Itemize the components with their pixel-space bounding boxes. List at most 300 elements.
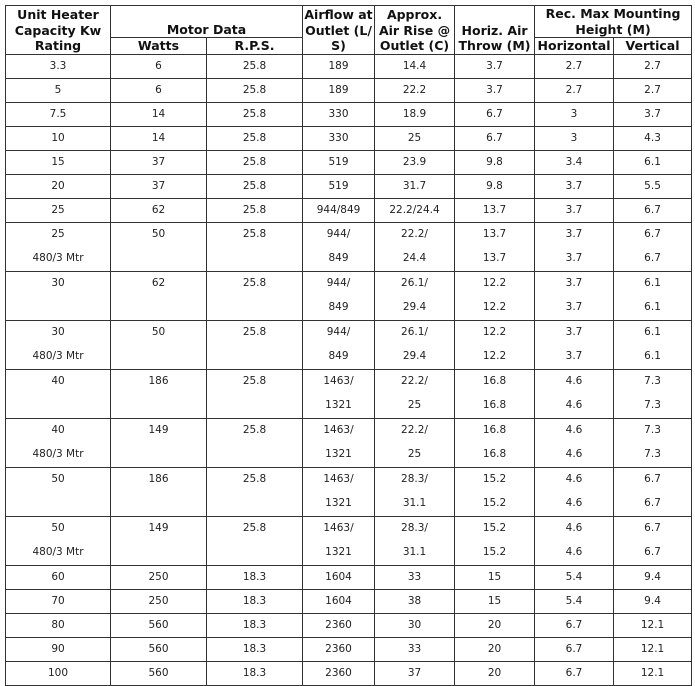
cell-watts: [111, 661, 207, 685]
table-row: [6, 271, 692, 320]
table-row: [6, 637, 692, 661]
cell-line: 4.6: [565, 398, 583, 411]
cell-line: 18.3: [242, 642, 267, 655]
cell-vertical: [614, 369, 692, 418]
cell-line: 12.2: [482, 276, 507, 289]
cell-line: 186: [148, 472, 169, 485]
cell-line: 7.3: [644, 398, 661, 411]
cell-line: 13.7: [482, 251, 507, 264]
cell-line: 25.8: [242, 203, 267, 216]
cell-watts: [111, 222, 207, 271]
cell-line: 6.7: [644, 472, 661, 485]
table-row: [6, 222, 692, 271]
header-motor-data: Motor Data: [111, 6, 303, 38]
cell-airflow: [303, 222, 375, 271]
cell-air-rise: [375, 198, 455, 222]
cell-watts: [111, 565, 207, 589]
cell-line: 18.3: [242, 594, 267, 607]
cell-watts: [111, 637, 207, 661]
cell-horizontal: [535, 613, 614, 637]
cell-capacity: [6, 271, 111, 320]
table-row: [6, 126, 692, 150]
cell-line: 15: [487, 570, 502, 583]
cell-line: 849: [328, 251, 349, 264]
cell-line: 6.7: [644, 227, 661, 240]
cell-vertical: [614, 613, 692, 637]
cell-line: 25.8: [242, 374, 267, 387]
cell-line: 14: [151, 107, 166, 120]
cell-line: 6: [155, 83, 162, 96]
cell-throw: [455, 467, 535, 516]
table-row: [6, 661, 692, 685]
cell-line: 60: [51, 570, 65, 583]
cell-line: 40: [51, 423, 65, 436]
cell-capacity: [6, 198, 111, 222]
cell-airflow: [303, 516, 375, 565]
cell-line: 25.8: [242, 423, 267, 436]
cell-horizontal: [535, 565, 614, 589]
cell-line: 37: [407, 666, 422, 679]
cell-line: 944/: [326, 227, 351, 240]
cell-line: 1463/: [323, 472, 354, 485]
cell-horizontal: [535, 174, 614, 198]
cell-airflow: [303, 661, 375, 685]
cell-airflow: [303, 418, 375, 467]
cell-line: 250: [148, 594, 169, 607]
cell-capacity: [6, 661, 111, 685]
cell-rps: [207, 637, 303, 661]
cell-airflow: [303, 78, 375, 102]
cell-throw: [455, 54, 535, 78]
cell-air-rise: [375, 150, 455, 174]
cell-line: 560: [148, 666, 169, 679]
cell-line: 2.7: [565, 59, 583, 72]
cell-line: 33: [407, 642, 422, 655]
cell-line: 14: [151, 131, 166, 144]
table-row: [6, 613, 692, 637]
cell-vertical: [614, 467, 692, 516]
cell-line: 6.1: [644, 325, 661, 338]
cell-watts: [111, 271, 207, 320]
cell-line: 7.5: [49, 107, 67, 120]
cell-airflow: [303, 613, 375, 637]
cell-line: 1321: [325, 545, 352, 558]
cell-vertical: [614, 516, 692, 565]
cell-line: 31.1: [402, 496, 427, 509]
cell-airflow: [303, 369, 375, 418]
cell-line: 29.4: [402, 300, 427, 313]
cell-line: 3.3: [49, 59, 67, 72]
cell-line: 480/3 Mtr: [32, 447, 84, 460]
cell-air-rise: [375, 516, 455, 565]
cell-rps: [207, 54, 303, 78]
cell-horizontal: [535, 222, 614, 271]
cell-air-rise: [375, 271, 455, 320]
cell-capacity: [6, 565, 111, 589]
cell-line: 31.1: [402, 545, 427, 558]
cell-line: 2.7: [644, 83, 661, 96]
cell-line: 30: [51, 276, 65, 289]
cell-air-rise: [375, 78, 455, 102]
cell-vertical: [614, 637, 692, 661]
cell-throw: [455, 565, 535, 589]
cell-horizontal: [535, 150, 614, 174]
cell-line: 25.8: [242, 472, 267, 485]
cell-line: 944/: [326, 276, 351, 289]
cell-line: 25: [407, 131, 422, 144]
cell-vertical: [614, 102, 692, 126]
cell-line: 5.5: [644, 179, 661, 192]
cell-line: 6.1: [644, 300, 661, 313]
cell-line: 944/849: [316, 203, 361, 216]
cell-line: 25.8: [242, 325, 267, 338]
cell-line: 330: [328, 131, 349, 144]
cell-line: 3: [570, 131, 578, 144]
cell-line: 3.7: [486, 59, 503, 72]
cell-line: 90: [51, 642, 65, 655]
cell-line: 25.8: [242, 83, 267, 96]
cell-capacity: [6, 102, 111, 126]
cell-line: 15: [51, 155, 65, 168]
cell-line: 9.4: [644, 594, 661, 607]
header-rps: R.P.S.: [207, 38, 303, 55]
table-row: [6, 418, 692, 467]
cell-vertical: [614, 589, 692, 613]
cell-line: 22.2/24.4: [389, 203, 440, 216]
cell-line: 149: [148, 423, 169, 436]
cell-line: 7.3: [644, 423, 661, 436]
cell-horizontal: [535, 418, 614, 467]
cell-line: 33: [407, 570, 422, 583]
cell-line: 30: [407, 618, 422, 631]
unit-heater-spec-table: [5, 5, 692, 686]
cell-line: 25.8: [242, 227, 267, 240]
cell-line: 22.2/: [401, 374, 428, 387]
cell-throw: [455, 126, 535, 150]
cell-throw: [455, 661, 535, 685]
cell-line: 1321: [325, 496, 352, 509]
cell-rps: [207, 467, 303, 516]
cell-watts: [111, 78, 207, 102]
cell-watts: [111, 320, 207, 369]
cell-throw: [455, 222, 535, 271]
cell-throw: [455, 589, 535, 613]
cell-watts: [111, 102, 207, 126]
cell-line: 29.4: [402, 349, 427, 362]
cell-line: 25.8: [242, 521, 267, 534]
cell-line: 37: [151, 155, 166, 168]
cell-line: 6.7: [565, 666, 583, 679]
cell-line: 560: [148, 642, 169, 655]
cell-line: 189: [328, 59, 349, 72]
cell-line: 100: [47, 666, 69, 679]
table-row: [6, 320, 692, 369]
cell-horizontal: [535, 661, 614, 685]
cell-watts: [111, 198, 207, 222]
cell-line: 24.4: [402, 251, 427, 264]
cell-line: 4.6: [565, 447, 583, 460]
table-row: [6, 102, 692, 126]
cell-watts: [111, 54, 207, 78]
cell-line: 14.4: [402, 59, 427, 72]
cell-line: 13.7: [482, 227, 507, 240]
cell-line: 1463/: [323, 374, 354, 387]
cell-line: 12.2: [482, 325, 507, 338]
cell-line: 6.7: [644, 496, 661, 509]
cell-line: 6.7: [565, 618, 583, 631]
header-horizontal: Horizontal: [535, 38, 614, 55]
cell-line: 18.3: [242, 618, 267, 631]
cell-line: 5.4: [565, 594, 583, 607]
cell-watts: [111, 418, 207, 467]
cell-horizontal: [535, 126, 614, 150]
cell-capacity: [6, 222, 111, 271]
cell-line: 3.7: [565, 251, 583, 264]
header-vertical: Vertical: [614, 38, 692, 55]
cell-line: 6.7: [644, 521, 661, 534]
cell-rps: [207, 126, 303, 150]
cell-capacity: [6, 418, 111, 467]
cell-horizontal: [535, 271, 614, 320]
cell-rps: [207, 589, 303, 613]
cell-line: 25: [407, 398, 422, 411]
cell-line: 4.6: [565, 423, 583, 436]
cell-line: 1321: [325, 398, 352, 411]
header-airflow: Airflow at Outlet (L/ S): [304, 7, 373, 53]
cell-line: 15.2: [482, 521, 507, 534]
cell-airflow: [303, 637, 375, 661]
cell-rps: [207, 78, 303, 102]
table-row: [6, 150, 692, 174]
cell-line: 6: [155, 59, 162, 72]
cell-rps: [207, 565, 303, 589]
cell-line: 62: [151, 276, 166, 289]
cell-line: 3.7: [644, 107, 661, 120]
cell-line: 16.8: [482, 398, 507, 411]
cell-line: 22.2/: [401, 423, 428, 436]
cell-line: 5.4: [565, 570, 583, 583]
cell-line: 18.3: [242, 666, 267, 679]
cell-line: 6.7: [486, 131, 503, 144]
cell-throw: [455, 369, 535, 418]
cell-line: 519: [328, 155, 349, 168]
cell-line: 28.3/: [401, 521, 428, 534]
cell-capacity: [6, 516, 111, 565]
cell-line: 4.6: [565, 374, 583, 387]
cell-throw: [455, 516, 535, 565]
cell-capacity: [6, 54, 111, 78]
cell-watts: [111, 613, 207, 637]
cell-line: 15.2: [482, 472, 507, 485]
cell-line: 3.7: [565, 203, 583, 216]
cell-line: 189: [328, 83, 349, 96]
cell-rps: [207, 198, 303, 222]
cell-line: 12.2: [482, 349, 507, 362]
cell-capacity: [6, 174, 111, 198]
cell-throw: [455, 150, 535, 174]
cell-line: 28.3/: [401, 472, 428, 485]
cell-throw: [455, 637, 535, 661]
cell-line: 80: [51, 618, 65, 631]
cell-vertical: [614, 198, 692, 222]
cell-airflow: [303, 54, 375, 78]
cell-airflow: [303, 589, 375, 613]
cell-throw: [455, 174, 535, 198]
cell-line: 37: [151, 179, 166, 192]
cell-line: 186: [148, 374, 169, 387]
cell-line: 5: [54, 83, 62, 96]
cell-vertical: [614, 271, 692, 320]
table-row: [6, 516, 692, 565]
cell-air-rise: [375, 613, 455, 637]
cell-line: 149: [148, 521, 169, 534]
cell-line: 15.2: [482, 496, 507, 509]
cell-horizontal: [535, 637, 614, 661]
cell-airflow: [303, 174, 375, 198]
cell-line: 1604: [325, 570, 352, 583]
cell-air-rise: [375, 418, 455, 467]
cell-vertical: [614, 320, 692, 369]
cell-line: 15: [487, 594, 502, 607]
cell-line: 22.2: [402, 83, 427, 96]
cell-capacity: [6, 637, 111, 661]
cell-line: 3.7: [486, 83, 503, 96]
cell-air-rise: [375, 565, 455, 589]
cell-airflow: [303, 150, 375, 174]
cell-line: 4.6: [565, 496, 583, 509]
table-row: [6, 78, 692, 102]
cell-line: 22.2/: [401, 227, 428, 240]
cell-line: 3.7: [565, 179, 583, 192]
table-row: [6, 589, 692, 613]
cell-line: 20: [487, 666, 502, 679]
cell-vertical: [614, 126, 692, 150]
table-row: [6, 369, 692, 418]
cell-air-rise: [375, 126, 455, 150]
cell-line: 6.7: [644, 545, 661, 558]
cell-vertical: [614, 565, 692, 589]
cell-line: 20: [487, 618, 502, 631]
cell-line: 6.1: [644, 349, 661, 362]
table-row: [6, 565, 692, 589]
cell-line: 30: [51, 325, 65, 338]
cell-line: 16.8: [482, 447, 507, 460]
cell-line: 1604: [325, 594, 352, 607]
cell-line: 3.7: [565, 325, 583, 338]
cell-rps: [207, 320, 303, 369]
cell-rps: [207, 102, 303, 126]
cell-line: 12.1: [640, 666, 665, 679]
cell-line: 7.3: [644, 374, 661, 387]
cell-line: 3.7: [565, 349, 583, 362]
cell-line: 16.8: [482, 374, 507, 387]
cell-vertical: [614, 150, 692, 174]
cell-line: 70: [51, 594, 65, 607]
cell-rps: [207, 222, 303, 271]
cell-capacity: [6, 78, 111, 102]
cell-vertical: [614, 174, 692, 198]
cell-horizontal: [535, 102, 614, 126]
cell-line: 2360: [325, 618, 352, 631]
cell-line: 23.9: [402, 155, 427, 168]
cell-line: 25: [407, 447, 422, 460]
cell-capacity: [6, 613, 111, 637]
cell-horizontal: [535, 198, 614, 222]
cell-throw: [455, 613, 535, 637]
cell-air-rise: [375, 54, 455, 78]
cell-watts: [111, 467, 207, 516]
cell-airflow: [303, 467, 375, 516]
cell-line: 20: [487, 642, 502, 655]
cell-line: 3.7: [565, 300, 583, 313]
cell-throw: [455, 320, 535, 369]
cell-rps: [207, 150, 303, 174]
table-row: [6, 467, 692, 516]
cell-rps: [207, 271, 303, 320]
cell-rps: [207, 369, 303, 418]
cell-line: 1321: [325, 447, 352, 460]
header-mounting-height: Rec. Max Mounting Height (M): [535, 6, 692, 38]
cell-watts: [111, 174, 207, 198]
cell-line: 12.1: [640, 642, 665, 655]
cell-line: 25.8: [242, 155, 267, 168]
cell-line: 50: [151, 227, 166, 240]
table-row: [6, 174, 692, 198]
cell-air-rise: [375, 589, 455, 613]
cell-line: 250: [148, 570, 169, 583]
table-header: [6, 6, 692, 55]
cell-line: 26.1/: [401, 325, 428, 338]
cell-throw: [455, 78, 535, 102]
cell-line: 50: [151, 325, 166, 338]
cell-line: 12.2: [482, 300, 507, 313]
cell-line: 330: [328, 107, 349, 120]
cell-line: 9.8: [486, 179, 503, 192]
cell-line: 4.3: [644, 131, 661, 144]
cell-vertical: [614, 54, 692, 78]
cell-line: 25.8: [242, 107, 267, 120]
cell-line: 40: [51, 374, 65, 387]
cell-line: 3.7: [565, 276, 583, 289]
cell-capacity: [6, 126, 111, 150]
cell-air-rise: [375, 320, 455, 369]
cell-watts: [111, 516, 207, 565]
cell-throw: [455, 418, 535, 467]
cell-airflow: [303, 565, 375, 589]
table-body: [6, 54, 692, 685]
cell-air-rise: [375, 102, 455, 126]
cell-airflow: [303, 320, 375, 369]
cell-watts: [111, 589, 207, 613]
cell-line: 7.3: [644, 447, 661, 460]
cell-vertical: [614, 661, 692, 685]
cell-line: 6.7: [486, 107, 503, 120]
cell-line: 1463/: [323, 423, 354, 436]
cell-horizontal: [535, 467, 614, 516]
cell-line: 13.7: [482, 203, 507, 216]
cell-line: 6.1: [644, 155, 661, 168]
cell-line: 25.8: [242, 59, 267, 72]
cell-rps: [207, 516, 303, 565]
cell-air-rise: [375, 174, 455, 198]
cell-throw: [455, 102, 535, 126]
cell-horizontal: [535, 589, 614, 613]
cell-airflow: [303, 126, 375, 150]
cell-vertical: [614, 222, 692, 271]
cell-vertical: [614, 78, 692, 102]
header-capacity: Unit Heater Capacity Kw Rating: [6, 6, 111, 55]
table-row: [6, 54, 692, 78]
